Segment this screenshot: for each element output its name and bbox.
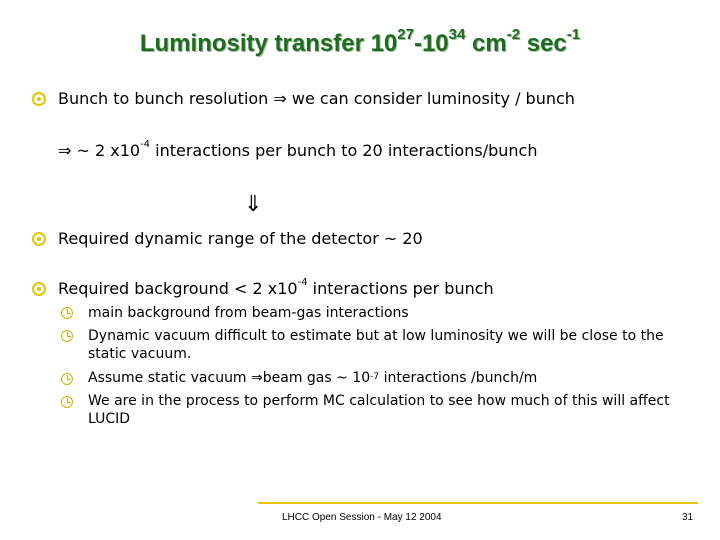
bullet-1-continuation	[58, 141, 537, 160]
bullet-3-text	[58, 279, 494, 298]
cont-text-a: ⇒ ~ 2 x10	[58, 141, 141, 160]
bullet-1-text: Bunch to bunch resolution ⇒ we can consider luminosity / bunch	[58, 89, 575, 108]
title-exp-c: -2	[506, 26, 521, 43]
subitem-2: Dynamic vacuum difficult to estimate but at low luminosity we will be close to the static vacuum.	[88, 328, 664, 362]
down-arrow-icon: ⇓	[244, 192, 263, 217]
footer-session: LHCC Open Session - May 12 2004	[282, 512, 442, 523]
title-exp-a: 27	[397, 26, 414, 43]
footer-divider	[258, 502, 698, 504]
bullet-2-text: Required dynamic range of the detector ~ 20	[58, 229, 423, 248]
subitem-4: We are in the process to perform MC calculation to see how much of this will affect LUCID	[88, 393, 670, 427]
title-exp-b: 34	[448, 26, 466, 43]
page-number: 31	[682, 512, 694, 523]
bullet-ring-icon	[32, 282, 46, 296]
bullet-ring-icon	[32, 232, 46, 246]
title-text-a: Luminosity transfer 10	[139, 30, 398, 57]
clock-icon	[61, 396, 73, 408]
b3-text-a: Required background < 2 x10	[58, 279, 298, 298]
clock-icon	[61, 307, 73, 319]
s3-text-b: interactions /bunch/m	[379, 370, 538, 386]
s3-text-a: Assume static vacuum ⇒beam gas ~ 10	[88, 370, 371, 386]
clock-icon	[61, 373, 73, 385]
title-text-c: cm	[465, 30, 507, 57]
s3-exp: -7	[370, 372, 380, 382]
b3-exp: -4	[297, 277, 308, 288]
bullet-ring-icon	[32, 92, 46, 106]
cont-exp: -4	[140, 139, 151, 150]
cont-text-b: interactions per bunch to 20 interactions/bunch	[150, 141, 538, 160]
title-text-b: -10	[413, 30, 449, 57]
title-text-d: sec	[520, 30, 567, 57]
b3-text-b: interactions per bunch	[307, 279, 494, 298]
subitem-3	[88, 369, 688, 387]
slide-title	[0, 26, 720, 58]
clock-icon	[61, 330, 73, 342]
title-exp-d: -1	[566, 26, 581, 43]
subitem-1: main background from beam-gas interactions	[88, 305, 409, 321]
